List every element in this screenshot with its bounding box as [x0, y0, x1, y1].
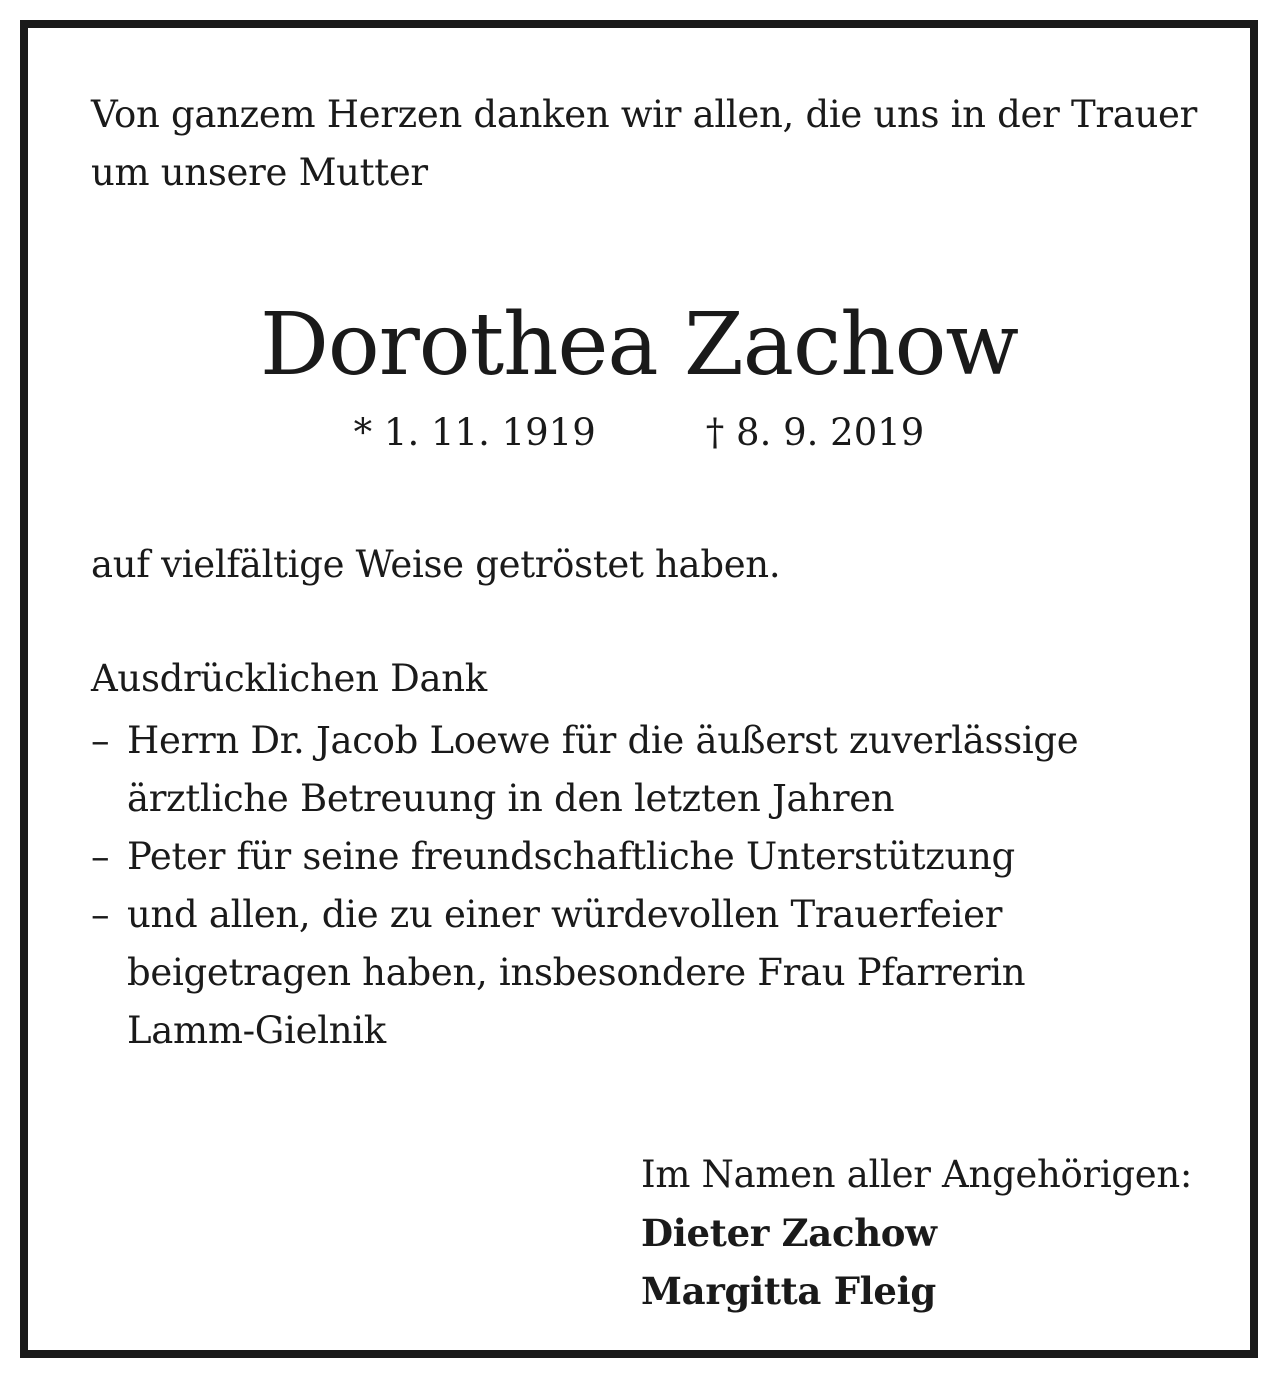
- thanks-line: Herrn Dr. Jacob Loewe für die äußerst zuverlässige: [127, 719, 1079, 762]
- signature-block: [641, 1146, 1192, 1320]
- consolation-text: auf vielfältige Weise getröstet haben.: [91, 543, 781, 586]
- thanks-line: ärztliche Betreuung in den letzten Jahren: [127, 777, 895, 820]
- thanks-item: [91, 828, 1191, 886]
- death-date: † 8. 9. 2019: [705, 411, 925, 454]
- obituary-frame: [20, 20, 1258, 1358]
- thanks-item: [91, 886, 1191, 1060]
- birth-date: * 1. 11. 1919: [353, 411, 596, 454]
- thanks-line: und allen, die zu einer würdevollen Trauerfeier: [127, 893, 1003, 936]
- dash-bullet: –: [91, 835, 110, 878]
- intro-line: um unsere Mutter: [91, 151, 428, 194]
- signature-intro: Im Namen aller Angehörigen:: [641, 1153, 1193, 1196]
- thanks-heading: Ausdrücklichen Dank: [91, 657, 487, 700]
- dash-bullet: –: [91, 719, 110, 762]
- thanks-item: [91, 712, 1191, 828]
- deceased-name: Dorothea Zachow: [259, 295, 1019, 395]
- intro-line: Von ganzem Herzen danken wir allen, die uns in der Trauer: [91, 93, 1198, 136]
- thanks-list: [91, 712, 1191, 1060]
- thanks-line: beigetragen haben, insbesondere Frau Pfarrerin: [127, 951, 1026, 994]
- signer-name: Margitta Fleig: [641, 1269, 936, 1313]
- life-dates: [28, 405, 1250, 461]
- thanks-line: Peter für seine freundschaftliche Unterstützung: [127, 835, 1015, 878]
- dash-bullet: –: [91, 893, 110, 936]
- thanks-line: Lamm-Gielnik: [127, 1009, 386, 1052]
- intro-text: [91, 86, 1211, 202]
- signer-name: Dieter Zachow: [641, 1211, 937, 1255]
